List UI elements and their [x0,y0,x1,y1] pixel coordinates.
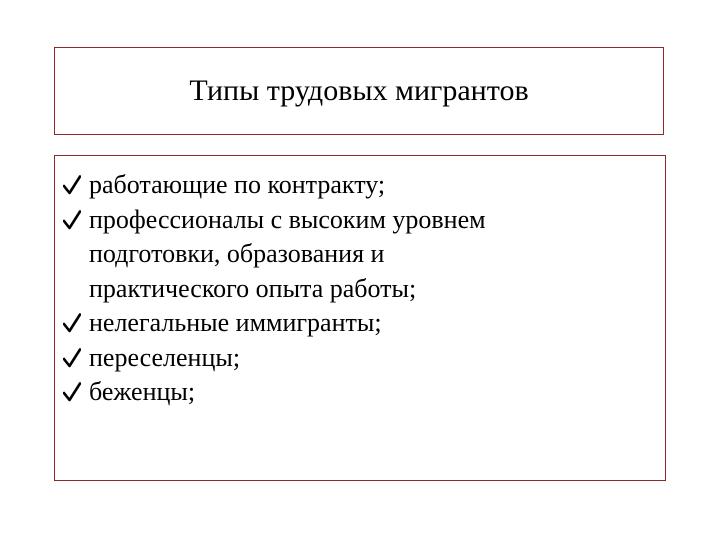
checkmark-icon [63,168,89,203]
bullet-list [63,168,657,410]
content-box [54,155,666,481]
list-item [63,341,657,376]
list-item-text: нелегальные иммигранты; [89,308,382,337]
slide-title: Типы трудовых мигрантов [189,74,529,107]
checkmark-icon [63,203,89,238]
list-item [63,203,657,307]
list-item-text: профессионалы с высоким уровнем подготовки, образования и практического опыта работы; [89,204,486,303]
checkmark-icon [63,306,89,341]
list-item-text: беженцы; [89,377,196,406]
title-box [54,47,664,135]
list-item [63,375,657,410]
list-item-text: работающие по контракту; [89,170,386,199]
list-item [63,306,657,341]
list-item [63,168,657,203]
list-item-text: переселенцы; [89,342,241,372]
checkmark-icon [63,341,89,376]
checkmark-icon [63,375,89,410]
